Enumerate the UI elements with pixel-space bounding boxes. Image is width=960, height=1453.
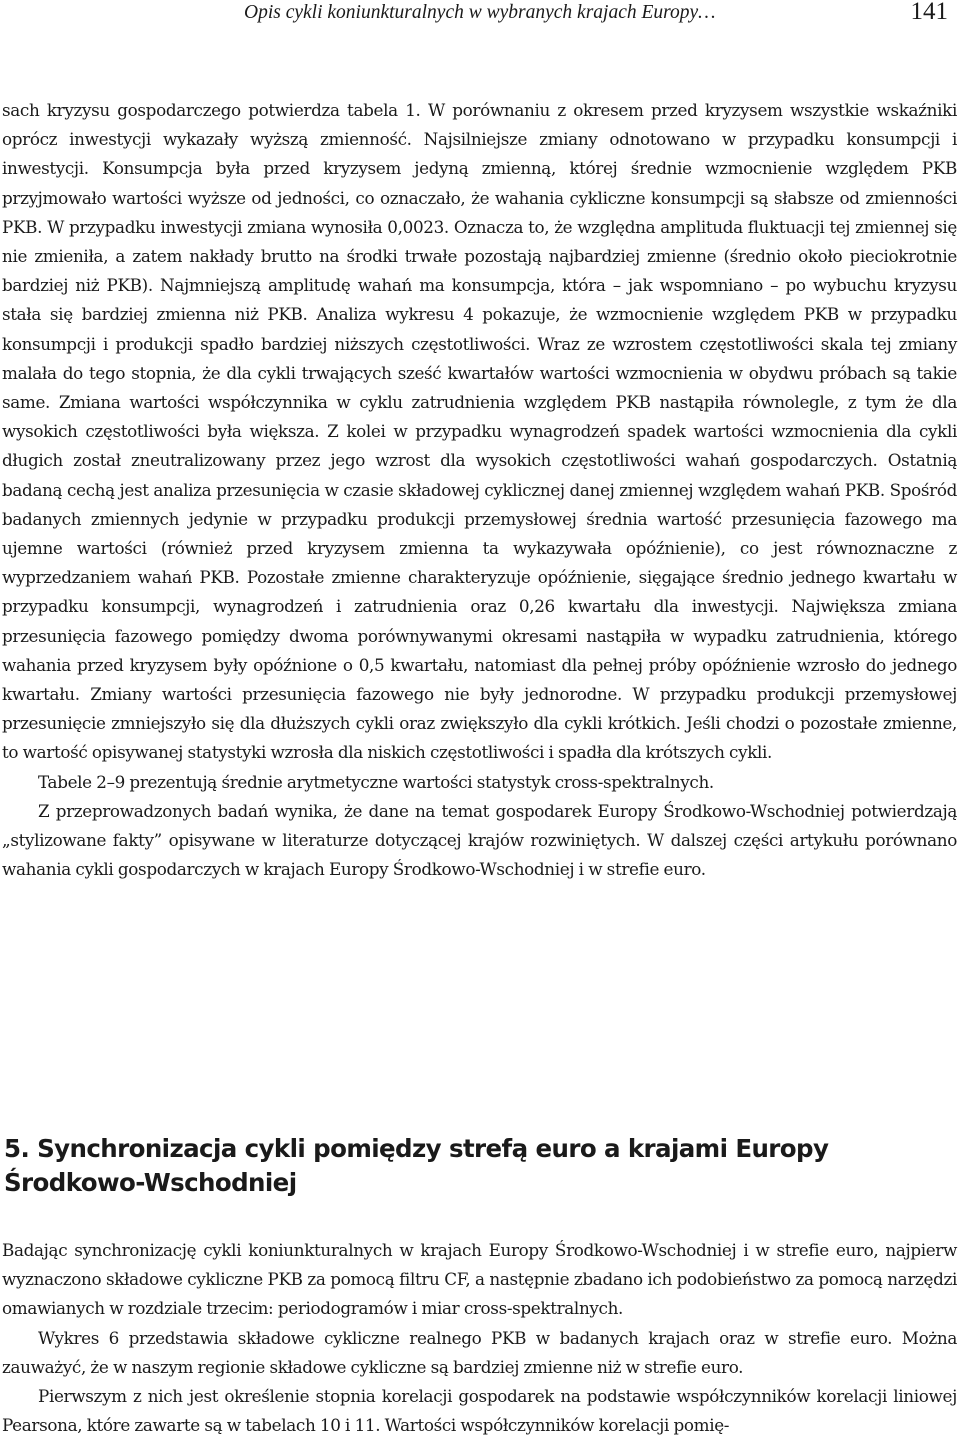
paragraph: Pierwszym z nich jest określenie stopnia korelacji gospodarek na podstawie współczynników korelacji liniowej Pearsona, które zawarte są w tabelach 10 i 11. Wartości współczynników korelacji pomię- <box>2 1386 957 1436</box>
section-4-continued <box>2 96 957 884</box>
section-5-body <box>2 1236 957 1440</box>
paragraph: Wykres 6 przedstawia składowe cykliczne realnego PKB w badanych krajach oraz w strefie euro. Można zauważyć, że w naszym regionie składowe cykliczne są bardziej zmienne niż w strefie euro. <box>2 1327 957 1377</box>
page-number: 141 <box>910 0 948 25</box>
paragraph: Z przeprowadzonych badań wynika, że dane na temat gospodarek Europy Środkowo-Wschodniej potwierdzają „stylizowane fakty” opisywane w literaturze dotyczącej krajów rozwiniętych. W dalszej części artykułu porównano wahania cykli gospodarczych w krajach Europy Środkowo-Wschodniej i w strefie euro. <box>2 800 957 880</box>
paragraph: Badając synchronizację cykli koniunkturalnych w krajach Europy Środkowo-Wschodniej i w strefie euro, najpierw wyznaczono składowe cykliczne PKB za pomocą filtru CF, a następnie zbadano ich podobieństwo za pomocą narzędzi omawianych w rozdziale trzecim: periodogramów i miar cross-spektralnych. <box>2 1240 957 1319</box>
running-title: Opis cykli koniunkturalnych w wybranych krajach Europy… <box>244 2 716 23</box>
paragraph: sach kryzysu gospodarczego potwierdza tabela 1. W porównaniu z okresem przed kryzysem wszystkie wskaźniki oprócz inwestycji wykazały wyższą zmienność. Najsilniejsze zmiany odnotowano w przypadku konsumpcji i inwestycji. Konsumpcja była przed kryzysem jedyną zmienną, której średnie wzmocnienie względem PKB przyjmowało wartości wyższe od jedności, co oznaczało, że wahania cykliczne konsumpcji są słabsze od zmienności PKB. W przypadku inwestycji zmiana wynosiła 0,0023. Oznacza to, że względna amplituda fluktuacji tej zmiennej się nie zmieniła, a zatem nakłady brutto na środki trwałe pozostają najbardziej zmienne (średnio około pieciokrotnie bardziej niż PKB). Najmniejszą amplitudę wahań ma konsumpcja, która – jak wspomniano – po wybuchu kryzysu stała się bardziej zmienna niż PKB. Analiza wykresu 4 pokazuje, że wzmocnienie względem PKB w przypadku konsumpcji i produkcji spadło bardziej niższych częstotliwości. Wraz ze wzrostem częstotliwości skala tej zmiany malała do tego stopnia, że dla cykli trwających sześć kwartałów wartości wzmocnienia w obydwu próbach są takie same. Zmiana wartości współczynnika w cyklu zatrudnienia względem PKB nastąpiła równolegle, z tym że dla wysokich częstotliwości była większa. Z kolei w przypadku wynagrodzeń spadek wartości wzmocnienia dla cykli długich został zneutralizowany przez jego wzrost dla wysokich częstotliwości wahań gospodarczych. Ostatnią badaną cechą jest analiza przesunięcia w czasie składowej cyklicznej danej zmiennej względem wahań PKB. Spośród badanych zmiennych jedynie w przypadku produkcji przemysłowej średnia wartość przesunięcia fazowego ma ujemne wartości (również przed kryzysem zmienna ta wykazywała opóźnienie), co jest równoznaczne z wyprzedzaniem wahań PKB. Pozostałe zmienne charakteryzuje opóźnienie, sięgające średnio jednego kwartału w przypadku konsumpcji, wynagrodzeń i zatrudnienia oraz 0,26 kwartału dla inwestycji. Największa zmiana przesunięcia fazowego pomiędzy dwoma porównywanymi okresami nastąpiła w wypadku zatrudnienia, którego wahania przed kryzysem były opóźnione o 0,5 kwartału, natomiast dla pełnej próby opóźnienie wzrosło do jednego kwartału. Zmiany wartości przesunięcia fazowego nie były jednorodne. W przypadku produkcji przemysłowej przesunięcie zmniejszyło się dla dłuższych cykli oraz zwiększyło dla cykli krótkich. Jeśli chodzi o pozostałe zmienne, to wartość opisywanej statystyki wzrosła dla niskich częstotliwości i spadła dla krótszych cykli. <box>2 100 957 763</box>
section-heading: 5. Synchronizacja cykli pomiędzy strefą euro a krajami Europy Środkowo-Wschodniej <box>4 1134 829 1197</box>
paragraph: Tabele 2–9 prezentują średnie arytmetyczne wartości statystyk cross-spektralnych. <box>38 771 714 792</box>
page-header <box>0 0 960 50</box>
